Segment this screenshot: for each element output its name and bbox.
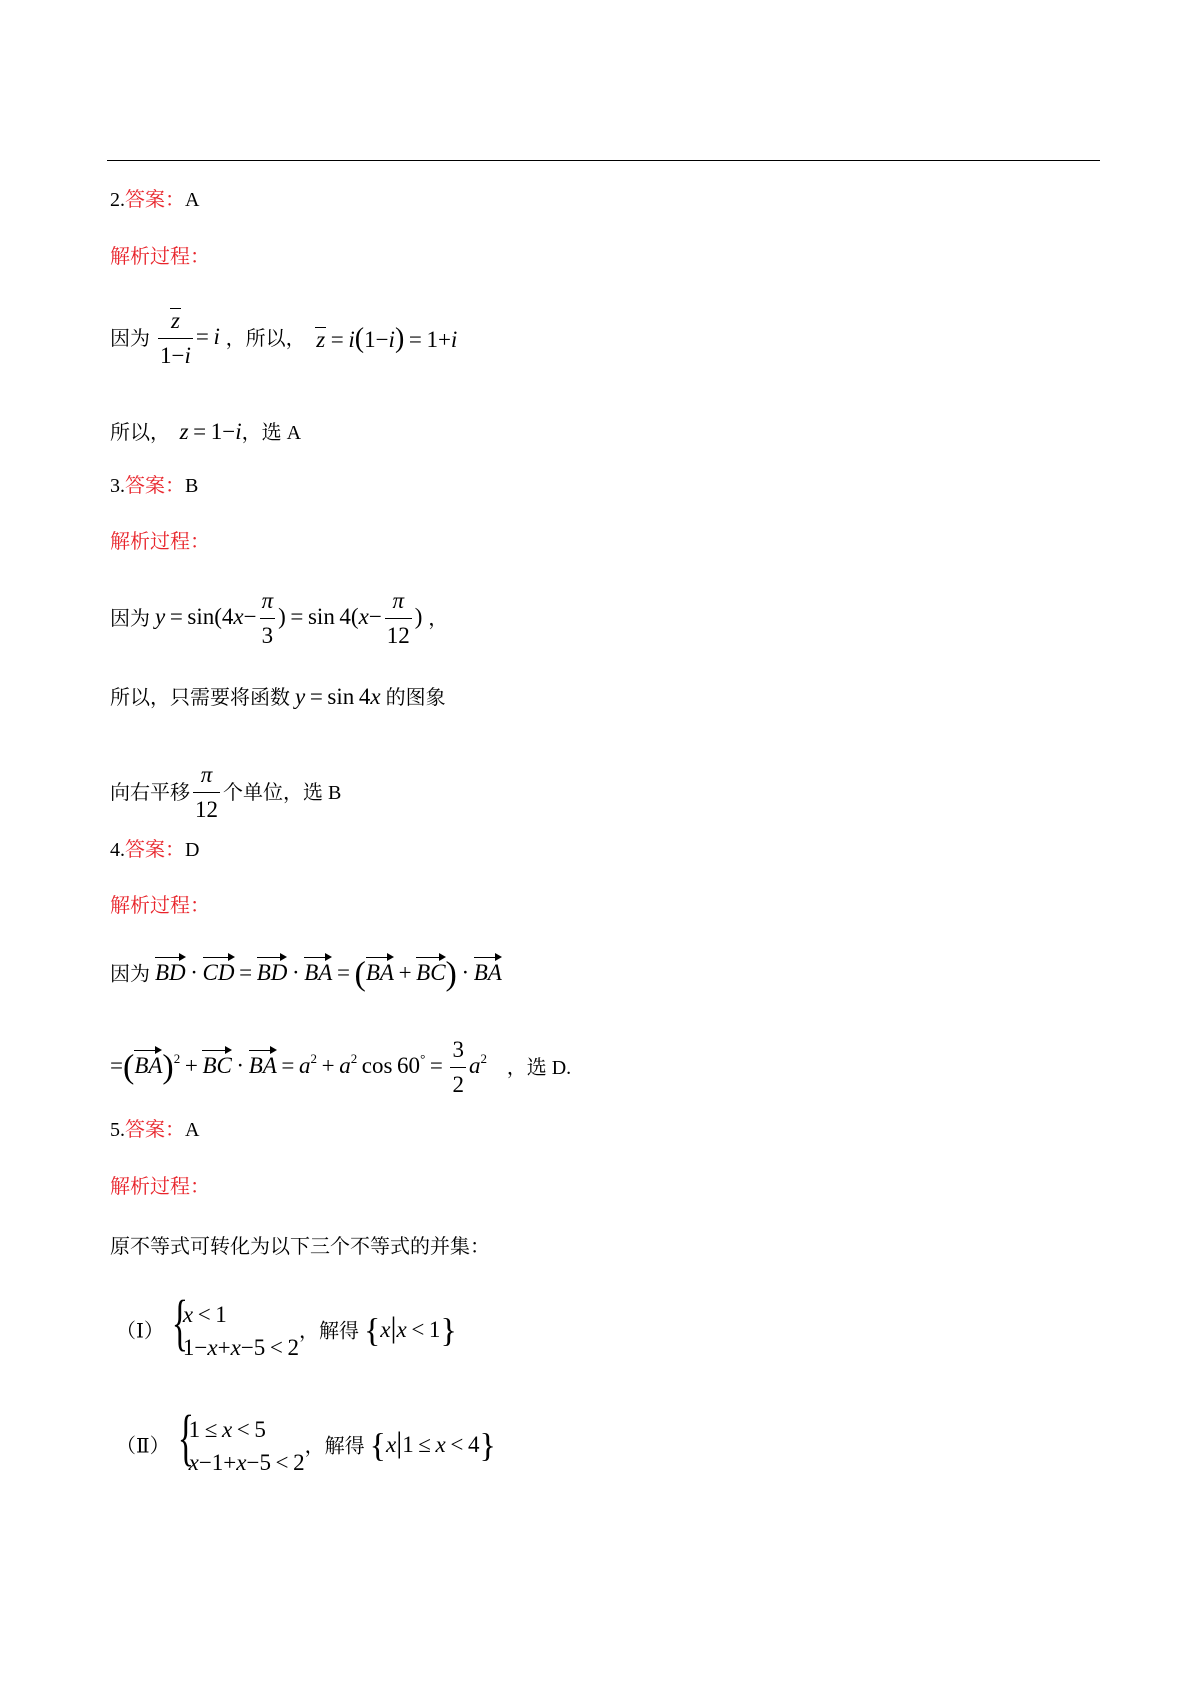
q2-equation-2: [110, 420, 301, 443]
q3-equation-1: [110, 588, 448, 650]
solution-set: {x|x < 1}: [363, 1311, 457, 1351]
answer-value: A: [185, 189, 200, 211]
math-expression: y = sin(4x− $\frac{\pi}{3}$ ) = sin 4(x− $\frac{\pi}{12}$ ): [155, 588, 429, 649]
text-choose: ，选 D.: [506, 1056, 572, 1079]
q4-process-label: 解析过程：: [110, 895, 210, 917]
q5-intro: 原不等式可转化为以下三个不等式的并集：: [110, 1236, 490, 1258]
q3-equation-3: [110, 762, 341, 824]
case-label: （Ⅰ）: [116, 1320, 164, 1343]
text-because: 因为: [110, 963, 150, 986]
question-number: 5.: [110, 1119, 125, 1141]
text-because: 因为: [110, 607, 150, 630]
math-expression: z = i(1−i) = 1+i: [316, 322, 458, 354]
solution-set: {x|1 ≤ x < 4}: [369, 1426, 496, 1466]
text-shift: 向右平移: [110, 781, 190, 804]
header-rule: [107, 160, 1100, 161]
q5-answer-line: [110, 1120, 199, 1140]
q5-process-label: 解析过程：: [110, 1176, 210, 1198]
inequality-system: { 1 ≤ x < 5 x−1+x−5 < 2: [175, 1413, 305, 1480]
text-solve: ，解得: [298, 1320, 359, 1343]
q5-case-1: [116, 1298, 457, 1365]
text-solve: ，解得: [304, 1435, 365, 1458]
math-expression: BD · CD = BD · BA = (BA + BC) · BA: [155, 956, 502, 993]
math-expression: =(BA)$^2$ + BC · BA = $a^2 + a^2$ cos 60° = $\frac{3}{2}$ $a^2$: [110, 1037, 487, 1098]
q4-equation-1: [110, 958, 502, 992]
answer-label: 答案：: [125, 839, 185, 861]
answer-value: D: [185, 839, 200, 861]
text-choose: ，选 A: [241, 422, 302, 444]
question-number: 4.: [110, 839, 125, 861]
q2-process-label: 解析过程：: [110, 246, 210, 268]
q2-equation-1: [110, 308, 457, 370]
math-expression: $\frac{z}{1-i}$ = i: [160, 308, 220, 369]
comma: ，: [428, 607, 449, 630]
text-units: 个单位，选 B: [223, 781, 342, 804]
q5-case-2: [116, 1413, 496, 1480]
q3-equation-2: [110, 685, 446, 708]
answer-label: 答案：: [125, 189, 185, 211]
text-so: ，所以，: [225, 327, 306, 350]
q3-answer-line: [110, 476, 198, 496]
q4-answer-line: [110, 840, 199, 860]
q4-equation-2: [110, 1037, 571, 1099]
math-expression: z = 1−i: [179, 419, 242, 444]
answer-label: 答案：: [125, 475, 185, 497]
text-so: 所以，: [110, 422, 170, 444]
inequality-system: { x < 1 1−x+x−5 < 2: [169, 1298, 299, 1365]
question-number: 2.: [110, 189, 125, 211]
math-expression: y = sin 4x: [295, 684, 381, 709]
case-label: （Ⅱ）: [116, 1435, 170, 1458]
q3-process-label: 解析过程：: [110, 531, 210, 553]
text-because: 因为: [110, 327, 150, 350]
math-expression: $\frac{\pi}{12}$: [195, 762, 218, 823]
answer-label: 答案：: [125, 1119, 185, 1141]
text-graph: 的图象: [385, 687, 446, 709]
answer-value: A: [185, 1119, 200, 1141]
answer-value: B: [185, 475, 199, 497]
q2-answer-line: [110, 190, 199, 210]
text-function: 所以，只需要将函数: [110, 687, 290, 709]
question-number: 3.: [110, 475, 125, 497]
